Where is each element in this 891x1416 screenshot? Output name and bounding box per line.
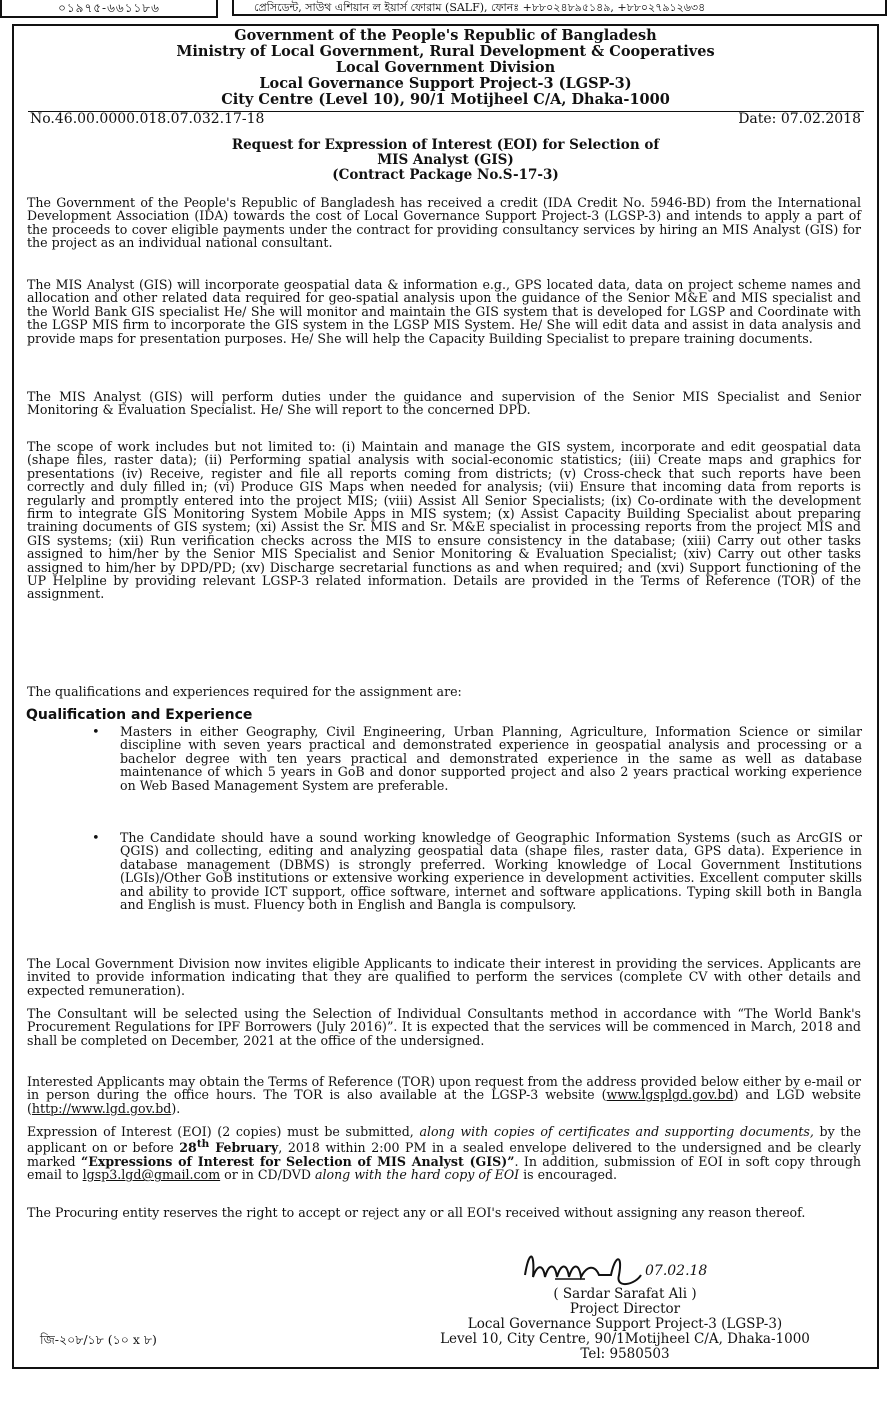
tor-text-c: ). xyxy=(171,1100,181,1116)
paragraph-submission xyxy=(27,1125,861,1182)
paragraph-tor xyxy=(27,1075,861,1115)
memo-number: No.46.00.0000.018.07.032.17-18 xyxy=(30,111,265,127)
qualification-heading: Qualification and Experience xyxy=(26,707,253,723)
header-division: Local Government Division xyxy=(335,59,556,76)
qualification-bullet-education: Masters in either Geography, Civil Engineering, Urban Planning, Agriculture, Information Science or similar discipline with seven years practical and demonstrated experience in geospatial analysis and processing or a bachelor degree with ten years practical and demonstrated experience in the same as well as database maintenance of which 5 years in GoB and donor supported project and also 2 years practical working experience on Web Based Management System are preferable. xyxy=(120,724,862,793)
eoi-position: MIS Analyst (GIS) xyxy=(377,152,514,168)
issue-date: Date: 07.02.2018 xyxy=(738,111,861,127)
bullet-icon: • xyxy=(92,831,100,846)
phone-box: ০১৯৭৫-৬৬১১৮৬ xyxy=(0,0,218,18)
header-project: Local Governance Support Project-3 (LGSP-3) xyxy=(259,75,632,92)
email-link[interactable]: lgsp3.lgd@gmail.com xyxy=(82,1167,221,1183)
paragraph-supervision: The MIS Analyst (GIS) will perform duties under the guidance and supervision of the Senior MIS Specialist and Senior Monitoring & Evaluation Specialist. He/ She will report to the concerned DPD. xyxy=(27,389,861,418)
header-ministry: Ministry of Local Government, Rural Development & Cooperatives xyxy=(176,43,715,60)
eoi-title: Request for Expression of Interest (EOI) for Selection of xyxy=(231,137,660,153)
address-box: প্রেসিডেন্ট, সাউথ এশিয়ান ল ইয়ার্স ফোরাম (SALF), ফোনঃ +৮৮০২৪৮৯৫১৪৯, +৮৮০২৭৯১২৬৩৪ xyxy=(232,0,887,16)
paragraph-qualifications-intro: The qualifications and experiences required for the assignment are: xyxy=(27,684,462,699)
deadline-suffix: th xyxy=(196,1138,210,1151)
paragraph-selection-method: The Consultant will be selected using the Selection of Individual Consultants method in accordance with “The World Bank's Procurement Regulations for IPF Borrowers (July 2016)”. It is expected that the services will be commenced in March, 2018 and shall be completed on December, 2021 at the office of the undersigned. xyxy=(27,1006,861,1048)
paragraph-credit: The Government of the People's Republic of Bangladesh has received a credit (IDA Credit No. 5946-BD) from the International Development Association (IDA) towards the cost of Local Governance Support Project-3 (LGSP-3) and intends to apply a part of the proceeds to cover eligible payments under the contract for providing consultancy services by hiring an MIS Analyst (GIS) for the project as an individual national consultant. xyxy=(27,195,861,251)
paragraph-invitation: The Local Government Division now invites eligible Applicants to indicate their interest in providing the services. Applicants are invited to provide information indicating that they are qualified to perform the services (complete CV with other details and expected remuneration). xyxy=(27,956,861,998)
tor-text-b: ) and LGD website ( xyxy=(27,1087,861,1116)
header-address: City Centre (Level 10), 90/1 Motijheel C/A, Dhaka-1000 xyxy=(221,91,670,108)
submission-text-f: is encouraged. xyxy=(519,1167,618,1183)
lgsp-website-link[interactable]: www.lgsplgd.gov.bd xyxy=(606,1087,734,1103)
lgd-website-link[interactable]: http://www.lgd.gov.bd xyxy=(31,1100,172,1116)
qualification-bullet-skills: The Candidate should have a sound working knowledge of Geographic Information Systems (such as ArcGIS or QGIS) and collecting, editing and analyzing geospatial data (shape files, raster data, GPS data). Experience in database management (DBMS) is strongly preferred. Working knowledge of Local Government Institutions (LGIs)/Other GoB institutions or extensive working experience in development activities. Excellent computer skills and ability to provide ICT support, office software, internet and software applications. Typing skill both in Bangla and English is must. Fluency both in English and Bangla is compulsory. xyxy=(120,830,862,913)
signatory-project: Local Governance Support Project-3 (LGSP-3) xyxy=(467,1316,783,1332)
submission-text-c: , 2018 within 2:00 PM in a sealed envelope delivered to the undersigned and be clearly marked xyxy=(27,1140,862,1169)
header-government: Government of the People's Republic of Bangladesh xyxy=(234,27,657,44)
bullet-icon: • xyxy=(92,725,100,740)
submission-text-b: by the applicant on or before xyxy=(27,1124,862,1156)
newspaper-top-strip xyxy=(0,0,891,20)
submission-text-d: . In addition, submission of EOI in soft copy through email to xyxy=(27,1154,861,1183)
deadline-month: February xyxy=(209,1140,279,1156)
submission-text-a: Expression of Interest (EOI) (2 copies) must be submitted, xyxy=(27,1124,420,1139)
submission-italic-hardcopy: along with the hard copy of EOI xyxy=(314,1167,520,1183)
submission-text-e: or in CD/DVD xyxy=(220,1167,315,1183)
signatory-address: Level 10, City Centre, 90/1Motijheel C/A, Dhaka-1000 xyxy=(440,1331,810,1347)
paragraph-scope: The scope of work includes but not limited to: (i) Maintain and manage the GIS system, incorporate and edit geospatial data (shape files, raster data); (ii) Performing spatial analysis with social-economic statistics; (iii) Create maps and graphics for presentations (iv) Receive, register and file all reports coming from districts; (v) Cross-check that such reports have been correctly and duly filled in; (vi) Produce GIS Maps when needed for analysis; (vii) Ensure that incoming data from reports is regularly and promptly entered into the project MIS; (viii) Assist All Senior Specialists; (ix) Co-ordinate with the development firm to integrate GIS Monitoring System Mobile Apps in MIS system; (x) Assist Capacity Building Specialist about preparing training documents of GIS system; (xi) Assist the Sr. MIS and Sr. M&E specialist in processing reports from the project MIS and GIS systems; (xii) Run verification checks across the MIS to ensure consistency in the database; (xiii) Carry out other tasks assigned to him/her by the Senior MIS Specialist and Senior Monitoring & Evaluation Specialist; (xiv) Carry out other tasks assigned to him/her by DPD/PD; (xv) Discharge secretarial functions as and when required; and (xvi) Support functioning of the UP Helpline by providing relevant LGSP-3 related information. Details are provided in the Terms of Reference (TOR) of the assignment. xyxy=(27,439,861,602)
deadline-day: 28 xyxy=(179,1140,197,1156)
paragraph-role: The MIS Analyst (GIS) will incorporate geospatial data & information e.g., GPS located data, data on project scheme names and allocation and other related data required for geo-spatial analysis upon the guidance of the Senior M&E and MIS specialist and the World Bank GIS specialist He/ She will monitor and maintain the GIS system that is developed for LGSP and Coordinate with the LGSP MIS firm to incorporate the GIS system in the LGSP MIS System. He/ She will edit data and assist in data analysis and provide maps for presentation purposes. He/ She will help the Capacity Building Specialist to prepare training documents. xyxy=(27,277,861,346)
eoi-package: (Contract Package No.S-17-3) xyxy=(332,167,559,183)
paragraph-reservation: The Procuring entity reserves the right to accept or reject any or all EOI's received without assigning any reason thereof. xyxy=(27,1205,806,1220)
tor-text-a: Interested Applicants may obtain the Terms of Reference (TOR) upon request from the address provided below either by e-mail or in person during the office hours. The TOR is also available at the LGSP-3 website ( xyxy=(27,1074,861,1103)
signature-date: 07.02.18 xyxy=(645,1263,708,1279)
signatory-designation: Project Director xyxy=(569,1301,681,1317)
signatory-telephone: Tel: 9580503 xyxy=(580,1346,670,1362)
submission-italic-certificates: along with copies of certificates and supporting documents, xyxy=(419,1124,814,1139)
signatory-name: ( Sardar Sarafat Ali ) xyxy=(553,1286,697,1302)
envelope-marking: “Expressions of Interest for Selection of MIS Analyst (GIS)” xyxy=(80,1154,515,1169)
footer-code: জি-২০৮/১৮ (১০ x ৮) xyxy=(40,1332,157,1347)
